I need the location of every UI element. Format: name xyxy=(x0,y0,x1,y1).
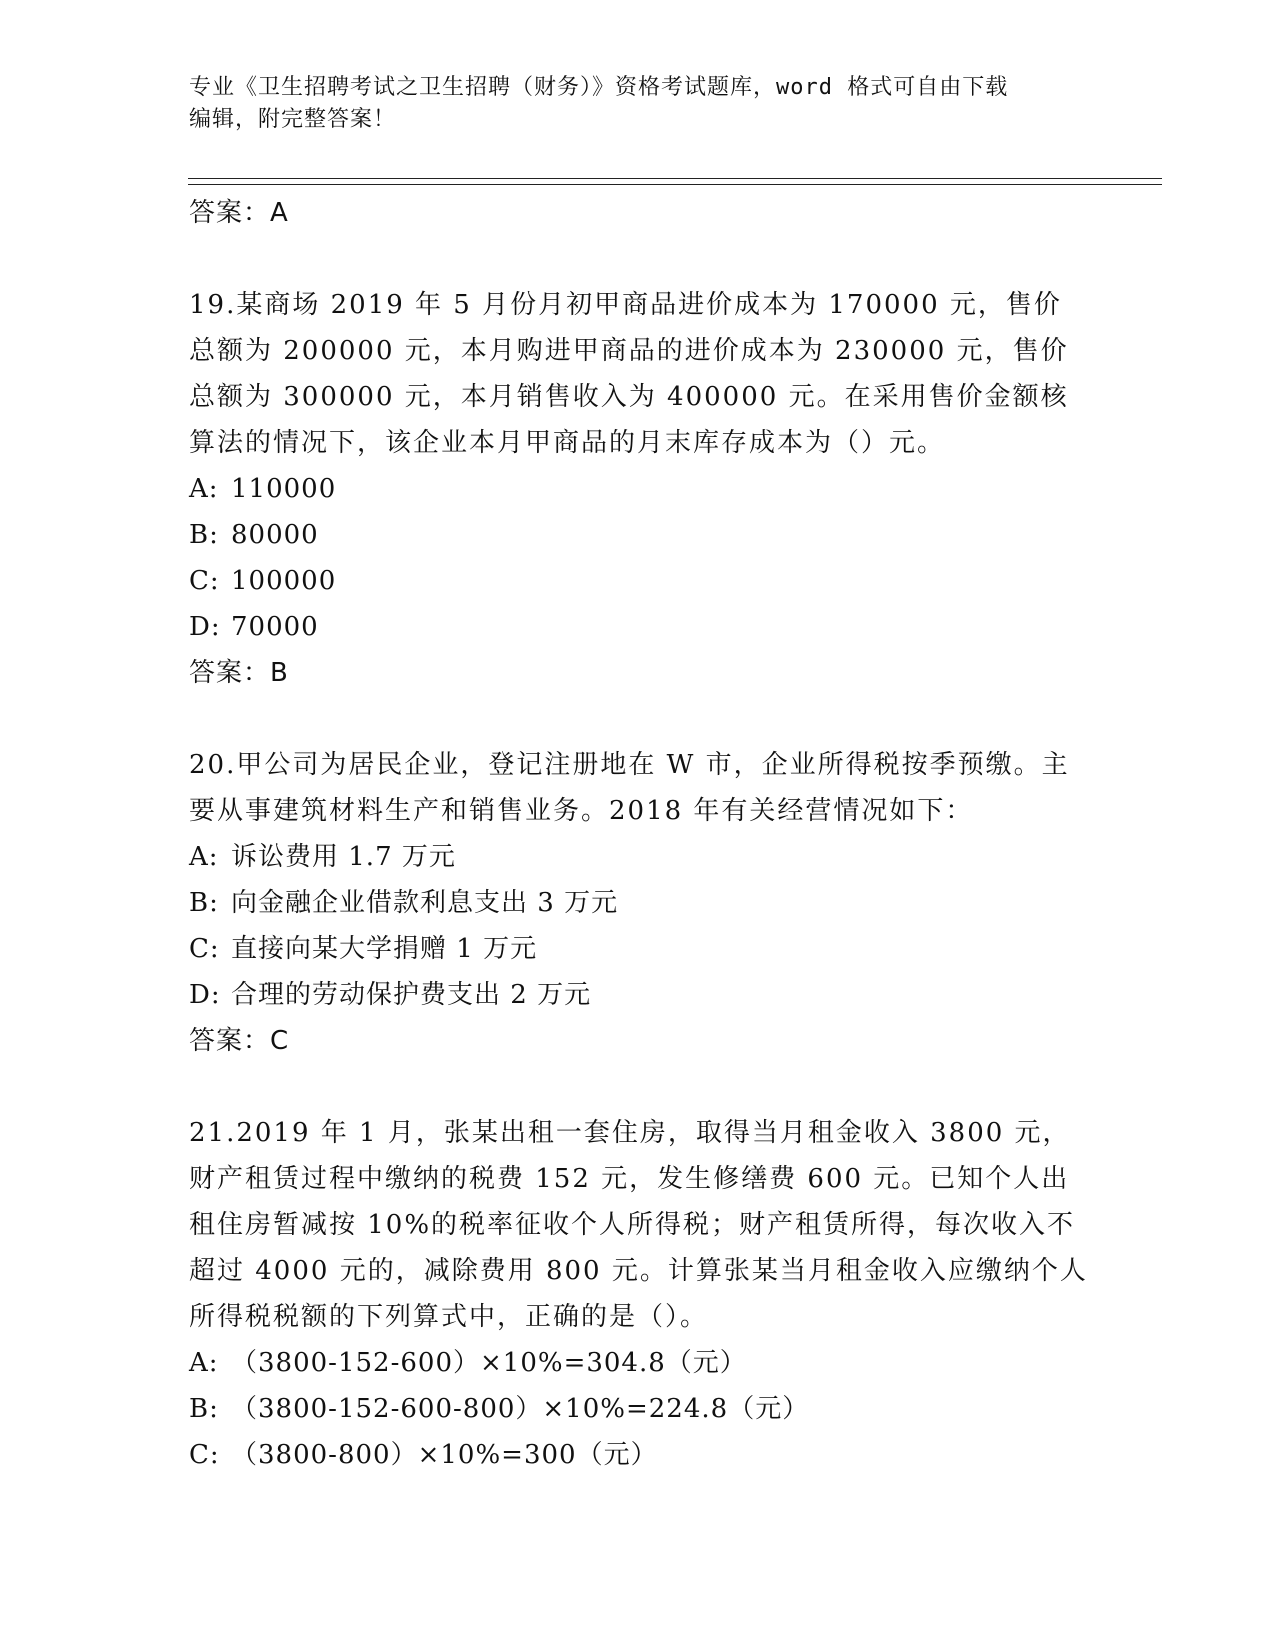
option-text: 80000 xyxy=(231,520,319,550)
option-text: 直接向某大学捐赠 1 万元 xyxy=(231,934,538,964)
option-text: （3800-800）×10%=300（元） xyxy=(231,1440,658,1470)
option-text: 合理的劳动保护费支出 2 万元 xyxy=(231,980,592,1010)
question-19-option-a xyxy=(189,466,1089,512)
option-letter: C: xyxy=(189,1440,220,1470)
answer-19: 答案：B xyxy=(189,658,289,688)
header-line-1: 专业《卫生招聘考试之卫生招聘（财务）》资格考试题库，word 格式可自由下载 xyxy=(189,75,1009,100)
question-19-text: 19.某商场 2019 年 5 月份月初甲商品进价成本为 170000 元，售价总额为 200000 元，本月购进甲商品的进价成本为 230000 元，售价总额为 300000 元，本月销售收入为 400000 元。在采用售价金额核算法的情况下，该企业本月甲商品的月末库存成本为（）元。 xyxy=(189,290,1069,458)
answer-18: 答案：A xyxy=(189,198,289,228)
question-21-option-c xyxy=(189,1432,1089,1478)
question-list xyxy=(189,190,1089,1478)
option-text: 110000 xyxy=(231,474,337,504)
header-divider-top xyxy=(188,178,1162,179)
option-letter: C: xyxy=(189,566,220,596)
question-21-option-b xyxy=(189,1386,1089,1432)
option-text: 70000 xyxy=(231,612,319,642)
document-header xyxy=(189,72,1089,136)
header-line-2: 编辑，附完整答案！ xyxy=(189,107,397,132)
spacer xyxy=(189,1064,1089,1110)
question-21-option-a xyxy=(189,1340,1089,1386)
question-20-option-d xyxy=(189,972,1089,1018)
spacer xyxy=(189,696,1089,742)
option-letter: A: xyxy=(189,1348,219,1378)
option-letter: A: xyxy=(189,842,219,872)
option-letter: B: xyxy=(189,520,219,550)
question-20-option-a xyxy=(189,834,1089,880)
option-text: （3800-152-600）×10%=304.8（元） xyxy=(231,1348,747,1378)
option-letter: D: xyxy=(189,612,221,642)
question-19-option-c xyxy=(189,558,1089,604)
header-divider-bottom xyxy=(188,184,1162,185)
option-text: （3800-152-600-800）×10%=224.8（元） xyxy=(231,1394,810,1424)
option-letter: D: xyxy=(189,980,221,1010)
option-text: 向金融企业借款利息支出 3 万元 xyxy=(231,888,619,918)
option-text: 100000 xyxy=(231,566,337,596)
question-20-option-c xyxy=(189,926,1089,972)
answer-20: 答案：C xyxy=(189,1026,290,1056)
spacer xyxy=(189,236,1089,282)
question-19-option-b xyxy=(189,512,1089,558)
question-19-option-d xyxy=(189,604,1089,650)
option-letter: C: xyxy=(189,934,220,964)
option-letter: B: xyxy=(189,1394,219,1424)
option-letter: B: xyxy=(189,888,219,918)
question-21-text: 21.2019 年 1 月，张某出租一套住房，取得当月租金收入 3800 元，财产租赁过程中缴纳的税费 152 元，发生修缮费 600 元。已知个人出租住房暂减按 10%的税率征收个人所得税；财产租赁所得，每次收入不超过 4000 元的，减除费用 800 元。计算张某当月租金收入应缴纳个人所得税税额的下列算式中，正确的是（）。 xyxy=(189,1118,1088,1332)
option-text: 诉讼费用 1.7 万元 xyxy=(231,842,456,872)
question-20-text: 20.甲公司为居民企业，登记注册地在 W 市，企业所得税按季预缴。主要从事建筑材料生产和销售业务。2018 年有关经营情况如下： xyxy=(189,750,1070,826)
question-20-option-b xyxy=(189,880,1089,926)
option-letter: A: xyxy=(189,474,219,504)
